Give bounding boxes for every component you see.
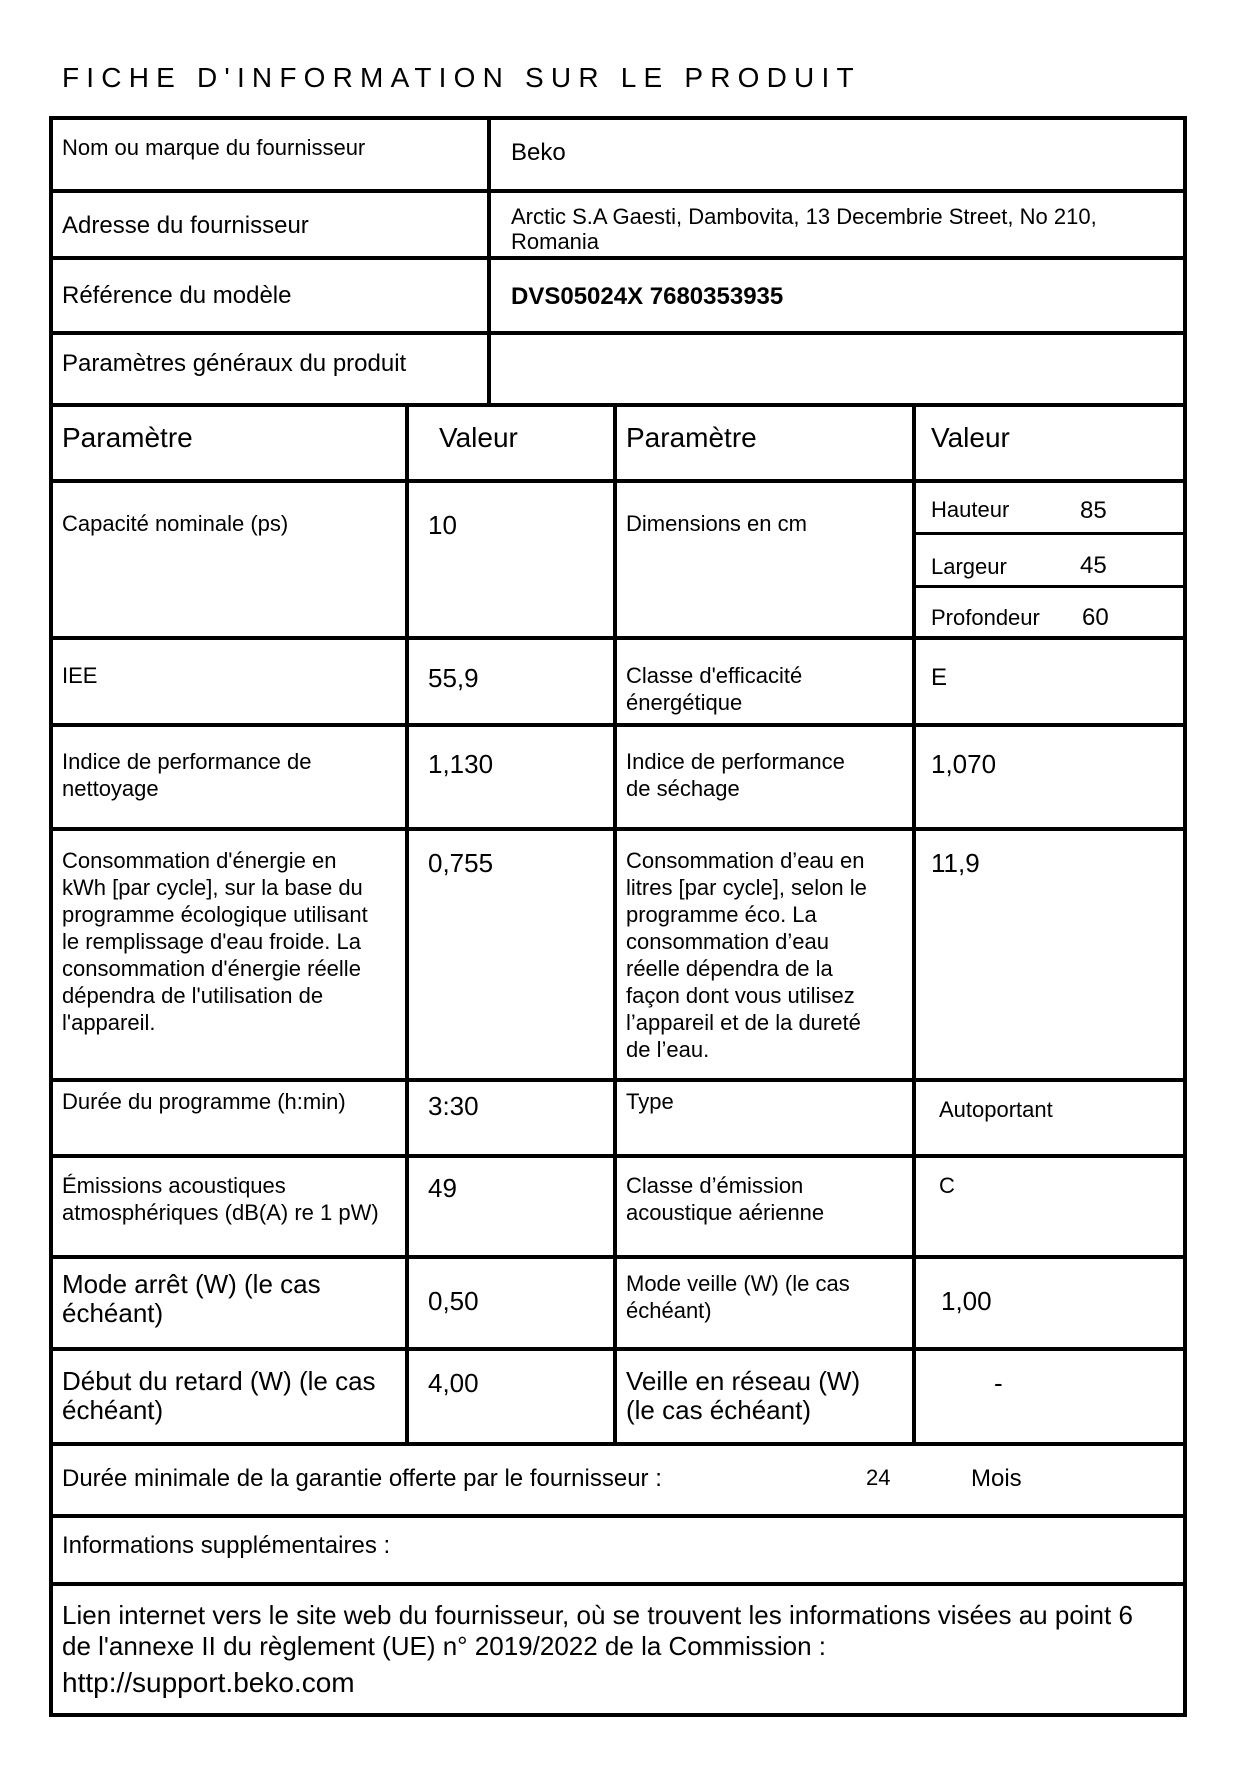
type-value: Autoportant (939, 1097, 1053, 1122)
width-label: Largeur (931, 554, 1007, 579)
depth-value: 60 (1082, 604, 1109, 631)
network-standby-value: - (994, 1368, 1003, 1398)
page-title: FICHE D'INFORMATION SUR LE PRODUIT (62, 62, 861, 93)
delay-start-label (62, 1367, 376, 1425)
model-reference-value: DVS05024X 7680353935 (511, 283, 784, 310)
label-line: dépendra de l'utilisation de (62, 983, 324, 1008)
model-reference-label: Référence du modèle (62, 282, 292, 309)
iee-value: 55,9 (428, 663, 479, 693)
table-border (613, 403, 617, 1446)
table-border (49, 403, 1187, 407)
label-line: Début du retard (W) (le cas (62, 1366, 376, 1396)
address-line: Arctic S.A Gaesti, Dambovita, 13 Decembrie Street, No 210, (511, 204, 1097, 229)
label-line: consommation d'énergie réelle (62, 956, 361, 981)
label-line: Indice de performance (626, 749, 845, 774)
label-line: (le cas échéant) (626, 1395, 811, 1425)
label-line: énergétique (626, 690, 743, 715)
warranty-label: Durée minimale de la garantie offerte par le fournisseur : (62, 1465, 662, 1492)
label-line: Classe d’émission (626, 1173, 804, 1198)
water-consumption-value: 11,9 (931, 848, 980, 878)
table-border (49, 1514, 1187, 1518)
off-mode-value: 0,50 (428, 1286, 479, 1316)
label-line: de l’eau. (626, 1037, 710, 1062)
table-border (49, 256, 1187, 260)
noise-emission-value: 49 (428, 1173, 457, 1203)
drying-index-value: 1,070 (931, 749, 997, 779)
supplier-address-label: Adresse du fournisseur (62, 212, 309, 239)
label-line: l’appareil et de la dureté (626, 1010, 861, 1035)
label-line: nettoyage (62, 776, 159, 801)
table-border (49, 479, 1187, 483)
standby-mode-value: 1,00 (941, 1286, 992, 1316)
link-text-line: Lien internet vers le site web du fournisseur, où se trouvent les informations visées au point 6 (62, 1600, 1133, 1630)
table-border (49, 1078, 1187, 1082)
address-line: Romania (511, 229, 600, 254)
label-line: façon dont vous utilisez (626, 983, 855, 1008)
header-value-2: Valeur (931, 422, 1010, 453)
label-line: kWh [par cycle], sur la base du (62, 875, 363, 900)
energy-class-value: E (931, 664, 948, 691)
cleaning-index-value: 1,130 (428, 749, 494, 779)
delay-start-value: 4,00 (428, 1368, 479, 1398)
dimensions-label: Dimensions en cm (626, 511, 807, 536)
table-border (49, 116, 1187, 120)
table-border (49, 827, 1187, 831)
label-line: Mode arrêt (W) (le cas (62, 1269, 321, 1299)
energy-consumption-value: 0,755 (428, 848, 494, 878)
label-line: échéant) (62, 1298, 164, 1328)
height-value: 85 (1080, 497, 1107, 524)
label-line: atmosphériques (dB(A) re 1 pW) (62, 1200, 379, 1225)
label-line: acoustique aérienne (626, 1200, 825, 1225)
supplier-url[interactable]: http://support.beko.com (62, 1667, 355, 1698)
table-border (1183, 116, 1187, 1717)
table-border (487, 116, 491, 407)
table-border (49, 1154, 1187, 1158)
table-border (912, 403, 916, 1446)
table-border (49, 636, 1187, 640)
capacity-label: Capacité nominale (ps) (62, 511, 289, 536)
cleaning-index-label (62, 748, 312, 802)
drying-index-label (626, 748, 845, 802)
label-line: litres [par cycle], selon le (626, 875, 867, 900)
label-line: réelle dépendra de la (626, 956, 833, 981)
label-line: échéant) (626, 1298, 712, 1323)
label-line: programme écologique utilisant (62, 902, 368, 927)
table-border (49, 1713, 1187, 1717)
header-value-1: Valeur (439, 422, 518, 453)
warranty-value: 24 (866, 1465, 891, 1490)
table-border (916, 585, 1183, 588)
energy-consumption-label (62, 847, 368, 1036)
label-line: le remplissage d'eau froide. La (62, 929, 361, 954)
noise-class-label (626, 1172, 824, 1226)
table-border (49, 189, 1187, 193)
noise-class-value: C (939, 1173, 955, 1198)
header-parameter-1: Paramètre (62, 422, 193, 453)
table-border (49, 1255, 1187, 1259)
supplier-address-value (511, 204, 1097, 254)
width-value: 45 (1080, 552, 1107, 579)
table-border (49, 1582, 1187, 1586)
table-border (49, 723, 1187, 727)
label-line: Indice de performance de (62, 749, 312, 774)
label-line: Mode veille (W) (le cas (626, 1271, 850, 1296)
label-line: de séchage (626, 776, 740, 801)
noise-emission-label (62, 1172, 379, 1226)
supplier-name-value: Beko (511, 139, 566, 166)
label-line: Émissions acoustiques (62, 1173, 286, 1198)
label-line: Veille en réseau (W) (626, 1366, 861, 1396)
program-duration-label: Durée du programme (h:min) (62, 1089, 346, 1114)
warranty-unit: Mois (971, 1465, 1022, 1492)
table-border (49, 1442, 1187, 1446)
program-duration-value: 3:30 (428, 1091, 479, 1121)
network-standby-label (626, 1367, 860, 1425)
energy-class-label (626, 662, 802, 716)
table-border (405, 403, 409, 1446)
header-parameter-2: Paramètre (626, 422, 757, 453)
additional-info-label: Informations supplémentaires : (62, 1532, 391, 1559)
off-mode-label (62, 1270, 321, 1328)
label-line: Classe d'efficacité (626, 663, 803, 688)
label-line: programme éco. La (626, 902, 817, 927)
table-border (916, 532, 1183, 535)
label-line: échéant) (62, 1395, 164, 1425)
table-border (49, 331, 1187, 335)
table-border (49, 1347, 1187, 1351)
label-line: l'appareil. (62, 1010, 156, 1035)
label-line: Consommation d'énergie en (62, 848, 337, 873)
label-line: Consommation d’eau en (626, 848, 865, 873)
link-text-line: de l'annexe II du règlement (UE) n° 2019/2022 de la Commission : (62, 1631, 827, 1661)
standby-mode-label (626, 1270, 850, 1324)
water-consumption-label (626, 847, 867, 1063)
table-border (49, 116, 53, 1717)
supplier-link-text (62, 1600, 1133, 1662)
iee-label: IEE (62, 663, 98, 688)
capacity-value: 10 (428, 510, 457, 540)
supplier-name-label: Nom ou marque du fournisseur (62, 135, 366, 160)
label-line: consommation d’eau (626, 929, 830, 954)
depth-label: Profondeur (931, 605, 1040, 630)
general-parameters-label: Paramètres généraux du produit (62, 350, 407, 377)
height-label: Hauteur (931, 497, 1010, 522)
type-label: Type (626, 1089, 674, 1114)
